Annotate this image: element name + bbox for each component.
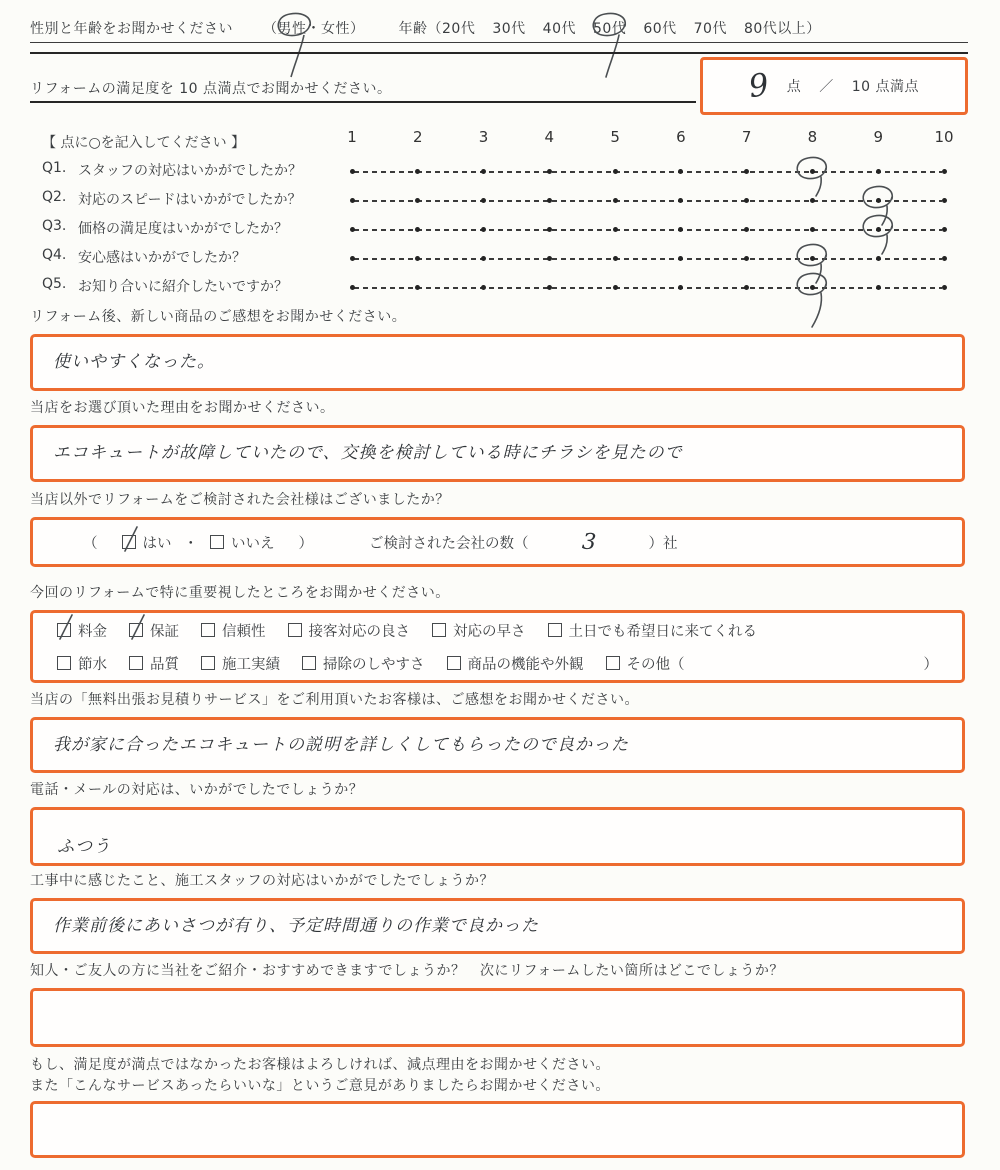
rating-dotline <box>352 169 944 174</box>
rating-dot[interactable] <box>613 198 618 203</box>
priority-checkbox[interactable] <box>288 623 302 637</box>
gender-option-male[interactable]: 男性 <box>278 18 307 38</box>
rating-row <box>0 276 1000 302</box>
company-count-suffix: ）社 <box>648 535 678 552</box>
priority-label: 節水 <box>78 656 107 673</box>
rating-dotline <box>352 256 944 261</box>
section-competitors <box>30 490 965 567</box>
priority-item[interactable] <box>57 620 107 641</box>
rating-dotline <box>352 285 944 290</box>
age-option[interactable]: 20代 <box>442 21 476 37</box>
rating-dot[interactable] <box>810 256 815 261</box>
checkbox-no-label: いいえ <box>231 535 275 552</box>
rating-dot[interactable] <box>547 169 552 174</box>
rating-dot[interactable] <box>678 285 683 290</box>
rating-dot[interactable] <box>876 227 881 232</box>
priority-close-paren: ） <box>923 656 938 673</box>
rating-dot[interactable] <box>415 169 420 174</box>
rating-dot[interactable] <box>744 169 749 174</box>
priority-label: 施工実績 <box>222 656 280 673</box>
handwritten-answer: ふつう <box>57 836 112 857</box>
priority-checkbox[interactable] <box>432 623 446 637</box>
rating-dot[interactable] <box>350 198 355 203</box>
rating-question-id: Q4. <box>42 247 67 263</box>
rating-dot[interactable] <box>678 256 683 261</box>
section-impression <box>30 307 965 391</box>
section-deduction <box>30 1055 965 1158</box>
rating-scale-number: 1 <box>347 128 357 146</box>
rating-dot[interactable] <box>876 285 881 290</box>
rating-dot[interactable] <box>547 198 552 203</box>
question-label-line2: また「こんなサービスあったらいいな」というご意見がありましたらお聞かせください。 <box>30 1078 610 1094</box>
age-option[interactable]: 30代 <box>492 21 526 37</box>
priority-label: 土日でも希望日に来てくれる <box>568 623 757 640</box>
rating-dot[interactable] <box>810 285 815 290</box>
rating-dot[interactable] <box>810 227 815 232</box>
rating-question-label: 価格の満足度はいかがでしたか？ <box>78 221 288 237</box>
rating-dot[interactable] <box>744 198 749 203</box>
age-option[interactable]: 80代以上 <box>743 21 807 37</box>
handwritten-answer: 作業前後にあいさつが有り、予定時間通りの作業で良かった <box>53 916 539 936</box>
company-count-label: ご検討された会社の数（ <box>369 535 529 552</box>
question-label-line1: もし、満足度が満点ではなかったお客様はよろしければ、減点理由をお聞かせください。 <box>30 1057 610 1073</box>
answer-box-estimate[interactable] <box>30 717 965 773</box>
rating-dot[interactable] <box>415 227 420 232</box>
satisfaction-question: リフォームの満足度を 10 点満点でお聞かせください。 <box>30 81 392 97</box>
rating-dot[interactable] <box>744 285 749 290</box>
rating-question-id: Q5. <box>42 276 67 292</box>
satisfaction-score-value: 9 <box>746 66 772 105</box>
rating-dotline <box>352 227 944 232</box>
rating-dot[interactable] <box>876 198 881 203</box>
rating-question-id: Q2. <box>42 189 67 205</box>
rating-row <box>0 218 1000 244</box>
priority-checkbox[interactable] <box>606 656 620 670</box>
score-slash: ／ <box>819 79 834 95</box>
question-label: 電話・メールの対応は、いかがでしたでしょうか？ <box>30 782 364 798</box>
gender-close-paren: ） <box>350 21 365 37</box>
rating-dot[interactable] <box>481 227 486 232</box>
question-label: 工事中に感じたこと、施工スタッフの対応はいかがでしたでしょうか？ <box>30 873 494 889</box>
rating-scale-number: 4 <box>544 128 555 146</box>
selection-circle-icon <box>585 11 637 83</box>
gender-separator: ・ <box>306 21 321 37</box>
priority-checkbox[interactable] <box>129 656 143 670</box>
priority-item[interactable] <box>129 653 179 674</box>
rating-question-label: 安心感はいかがでしたか？ <box>78 250 246 266</box>
header-underline-thin <box>30 42 968 43</box>
priority-item[interactable] <box>129 620 179 641</box>
rating-dot[interactable] <box>744 227 749 232</box>
question-label: 知人・ご友人の方に当社をご紹介・おすすめできますでしょうか？ 次にリフォームしたい箇所はどこでしょうか？ <box>30 963 784 979</box>
age-label: 年齢（ <box>398 21 442 37</box>
rating-scale-number: 5 <box>610 128 620 146</box>
rating-dot[interactable] <box>810 169 815 174</box>
rating-row <box>0 160 1000 186</box>
rating-dot[interactable] <box>415 285 420 290</box>
priority-item[interactable] <box>201 653 280 674</box>
rating-dot[interactable] <box>613 227 618 232</box>
answer-box-construction[interactable] <box>30 898 965 954</box>
rating-scale-number: 2 <box>412 128 423 146</box>
rating-dotline <box>352 198 944 203</box>
priority-item[interactable] <box>606 653 939 674</box>
gender-option-female[interactable]: 女性 <box>321 21 350 37</box>
handwritten-answer: エコキュートが故障していたので、交換を検討している時にチラシを見たので <box>53 443 683 463</box>
age-option[interactable]: 70代 <box>693 21 727 37</box>
rating-dot[interactable] <box>744 256 749 261</box>
age-option[interactable]: 50代 <box>593 18 626 38</box>
rating-instruction: 【 点に○を記入してください 】 <box>42 135 246 151</box>
rating-dot[interactable] <box>613 285 618 290</box>
checkbox-yes-label: はい <box>142 535 172 552</box>
section-construction <box>30 871 965 954</box>
paren-open: （ <box>83 535 98 552</box>
check-mark-icon <box>127 612 147 640</box>
question-label: 当店をお選び頂いた理由をお聞かせください。 <box>30 400 335 416</box>
check-mark-icon <box>120 524 140 552</box>
priority-item[interactable] <box>302 653 425 674</box>
checkbox-yes[interactable] <box>122 535 136 549</box>
rating-dot[interactable] <box>481 256 486 261</box>
question-label: リフォーム後、新しい商品のご感想をお聞かせください。 <box>30 309 407 325</box>
age-option[interactable]: 60代 <box>643 21 677 37</box>
gender-age-question: 性別と年齢をお聞かせください <box>30 21 233 37</box>
section-priorities <box>30 583 965 683</box>
section-reason <box>30 398 965 482</box>
question-label: 当店以外でリフォームをご検討された会社様はございましたか？ <box>30 492 450 508</box>
priority-item[interactable] <box>447 653 584 674</box>
rating-scale-number: 10 <box>934 128 954 146</box>
rating-dot[interactable] <box>876 169 881 174</box>
option-separator: ・ <box>183 535 198 552</box>
rating-row <box>0 189 1000 215</box>
priority-checkbox[interactable] <box>548 623 562 637</box>
rating-question-id: Q1. <box>42 160 67 176</box>
priority-label: 商品の機能や外観 <box>467 656 584 673</box>
age-group <box>399 18 821 38</box>
rating-scale-row <box>347 128 954 148</box>
section-phone <box>30 780 965 866</box>
priority-label: その他（ <box>626 656 685 673</box>
score-unit: 点 <box>786 79 802 95</box>
rating-dot[interactable] <box>678 227 683 232</box>
age-close-paren: ） <box>806 21 821 37</box>
handwritten-answer: 我が家に合ったエコキュートの説明を詳しくしてもらったので良かった <box>53 735 629 755</box>
rating-dot[interactable] <box>415 256 420 261</box>
rating-dot[interactable] <box>942 169 947 174</box>
priority-item[interactable] <box>432 620 526 641</box>
section-estimate <box>30 690 965 773</box>
rating-dot[interactable] <box>678 198 683 203</box>
gender-open-paren: （ <box>263 21 278 37</box>
priority-item[interactable] <box>288 620 411 641</box>
rating-dot[interactable] <box>678 169 683 174</box>
priority-checkbox[interactable] <box>447 656 461 670</box>
age-options <box>442 18 806 38</box>
satisfaction-score-box[interactable] <box>700 57 968 115</box>
answer-box-competitors[interactable] <box>30 517 965 567</box>
priority-label: 保証 <box>150 623 179 640</box>
answer-box-impression[interactable] <box>30 334 965 391</box>
header-underline-thick <box>30 52 968 54</box>
rating-dot[interactable] <box>350 169 355 174</box>
priority-checkbox[interactable] <box>57 656 71 670</box>
priority-label: 料金 <box>78 623 107 640</box>
rating-scale-number: 3 <box>478 128 489 146</box>
rating-dot[interactable] <box>876 256 881 261</box>
rating-dot[interactable] <box>942 256 947 261</box>
rating-scale-number: 8 <box>807 128 818 146</box>
rating-scale-number: 6 <box>676 128 686 146</box>
rating-question-label: 対応のスピードはいかがでしたか？ <box>78 192 302 208</box>
paren-close: ） <box>298 535 313 552</box>
rating-dot[interactable] <box>547 256 552 261</box>
priority-label: 品質 <box>150 656 179 673</box>
answer-box-deduction[interactable] <box>30 1101 965 1158</box>
rating-dot[interactable] <box>350 285 355 290</box>
priority-label: 掃除のしやすさ <box>323 656 425 673</box>
priority-label: 対応の早さ <box>453 623 526 640</box>
rating-dot[interactable] <box>481 169 486 174</box>
rating-dot[interactable] <box>547 285 552 290</box>
rating-question-label: スタッフの対応はいかがでしたか？ <box>78 163 302 179</box>
gender-age-row <box>30 18 970 38</box>
rating-dot[interactable] <box>613 256 618 261</box>
rating-dot[interactable] <box>547 227 552 232</box>
priority-item[interactable] <box>57 653 107 674</box>
age-option[interactable]: 40代 <box>542 21 576 37</box>
rating-dot[interactable] <box>613 169 618 174</box>
rating-dot[interactable] <box>942 198 947 203</box>
answer-box-reason[interactable] <box>30 425 965 482</box>
question-label: 今回のリフォームで特に重要視したところをお聞かせください。 <box>30 585 450 601</box>
rating-dot[interactable] <box>942 285 947 290</box>
rating-dot[interactable] <box>481 285 486 290</box>
priority-checkbox[interactable] <box>57 623 71 637</box>
score-max-label: 10 点満点 <box>851 79 919 95</box>
rating-question-label: お知り合いに紹介したいですか？ <box>78 279 288 295</box>
rating-dot[interactable] <box>481 198 486 203</box>
priority-label: 接客対応の良さ <box>308 623 410 640</box>
priority-checkbox[interactable] <box>129 623 143 637</box>
answer-box-priorities[interactable] <box>30 610 965 683</box>
handwritten-answer: 使いやすくなった。 <box>53 352 215 372</box>
check-mark-icon <box>55 612 75 640</box>
rating-scale-number: 9 <box>873 128 883 146</box>
rating-dot[interactable] <box>942 227 947 232</box>
rating-dot[interactable] <box>415 198 420 203</box>
answer-box-referral[interactable] <box>30 988 965 1047</box>
rating-scale-number: 7 <box>741 128 752 146</box>
section-referral <box>30 961 965 1047</box>
priority-checkbox[interactable] <box>201 656 215 670</box>
company-count-value: 3 <box>580 529 597 555</box>
rating-row <box>0 247 1000 273</box>
answer-box-phone[interactable] <box>30 807 965 866</box>
priority-label: 信頼性 <box>222 623 266 640</box>
rating-dot[interactable] <box>810 198 815 203</box>
priority-checkbox[interactable] <box>201 623 215 637</box>
satisfaction-underline <box>30 101 696 103</box>
checkbox-no[interactable] <box>210 535 224 549</box>
priority-checkbox[interactable] <box>302 656 316 670</box>
rating-matrix <box>0 128 1000 310</box>
rating-question-id: Q3. <box>42 218 67 234</box>
priority-item[interactable] <box>548 620 758 641</box>
rating-dot[interactable] <box>350 227 355 232</box>
rating-dot[interactable] <box>350 256 355 261</box>
priority-item[interactable] <box>201 620 266 641</box>
question-label: 当店の「無料出張お見積りサービス」をご利用頂いたお客様は、ご感想をお聞かせください。 <box>30 692 639 708</box>
